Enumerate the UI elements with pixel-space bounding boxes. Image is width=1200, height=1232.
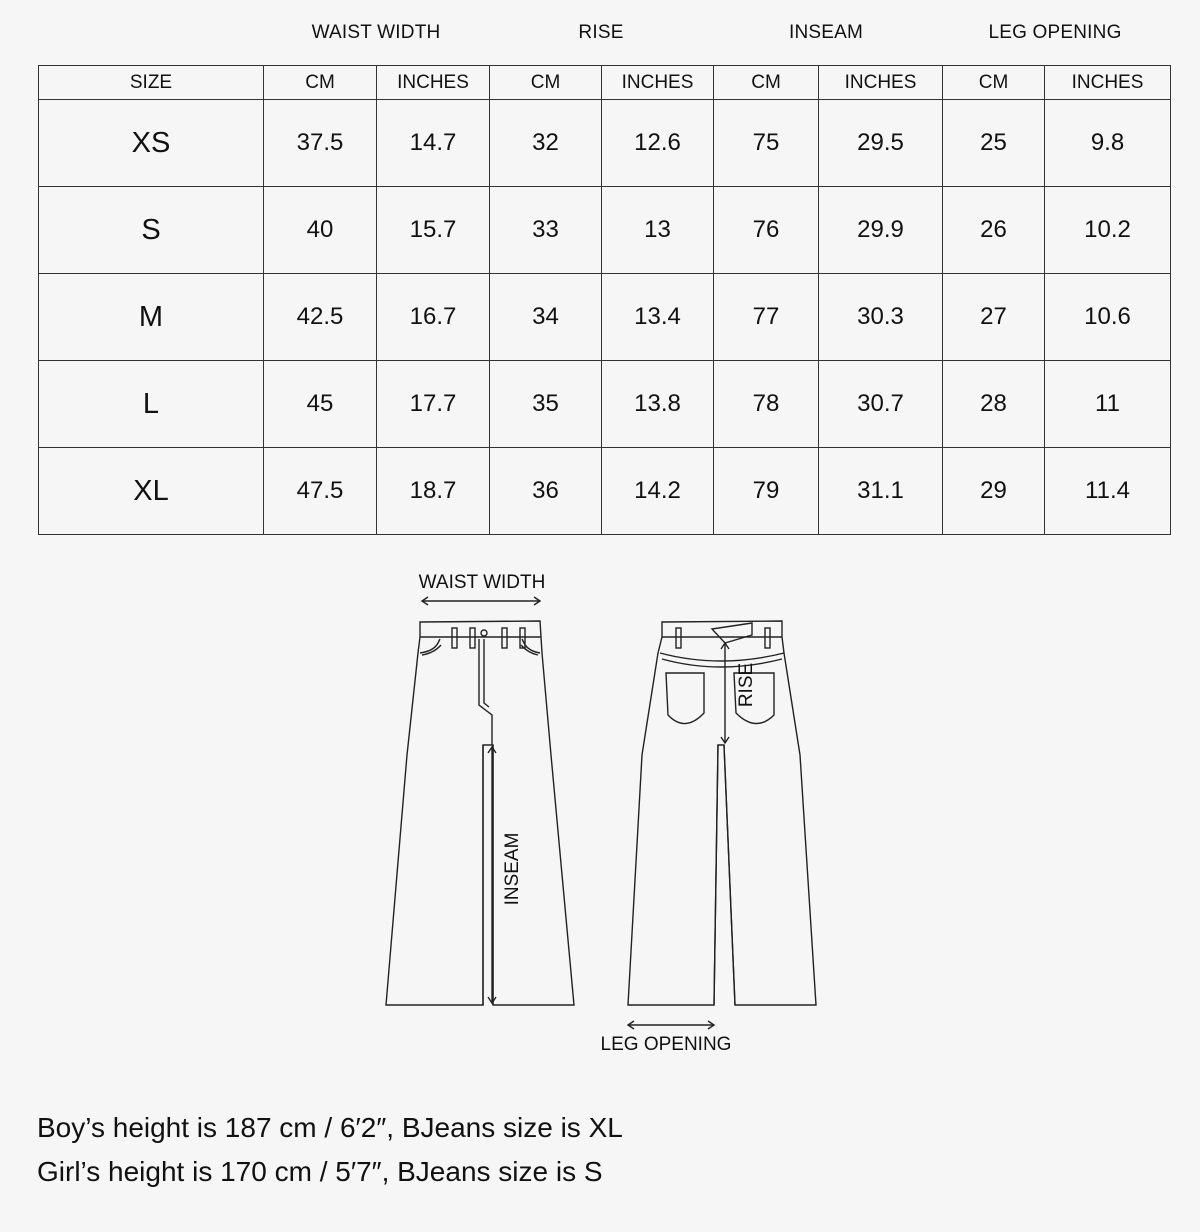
- size-cell: S: [39, 187, 264, 274]
- table-cell: 36: [490, 448, 602, 535]
- table-cell: 13: [602, 187, 714, 274]
- table-cell: 18.7: [377, 448, 490, 535]
- table-cell: 28: [943, 361, 1045, 448]
- front-jeans-icon: [386, 621, 574, 1005]
- size-cell: M: [39, 274, 264, 361]
- size-cell: XS: [39, 100, 264, 187]
- table-cell: 16.7: [377, 274, 490, 361]
- subheader-size: SIZE: [39, 66, 264, 100]
- table-cell: 9.8: [1045, 100, 1171, 187]
- subheader-cm: CM: [943, 66, 1045, 100]
- table-cell: 31.1: [819, 448, 943, 535]
- table-cell: 10.6: [1045, 274, 1171, 361]
- table-cell: 11.4: [1045, 448, 1171, 535]
- subheader-inches: INCHES: [1045, 66, 1171, 100]
- waist-arrow-icon: [422, 597, 540, 605]
- subheader-cm: CM: [490, 66, 602, 100]
- table-cell: 11: [1045, 361, 1171, 448]
- table-cell: 14.2: [602, 448, 714, 535]
- table-row: [39, 100, 1171, 187]
- table-cell: 79: [714, 448, 819, 535]
- subheader-cm: CM: [714, 66, 819, 100]
- table-cell: 76: [714, 187, 819, 274]
- size-cell: L: [39, 361, 264, 448]
- table-cell: 17.7: [377, 361, 490, 448]
- table-cell: 47.5: [264, 448, 377, 535]
- table-cell: 77: [714, 274, 819, 361]
- subheader-inches: INCHES: [602, 66, 714, 100]
- table-cell: 37.5: [264, 100, 377, 187]
- table-cell: 30.7: [819, 361, 943, 448]
- table-cell: 14.7: [377, 100, 490, 187]
- group-header-inseam: INSEAM: [788, 22, 864, 43]
- table-cell: 12.6: [602, 100, 714, 187]
- subheader-inches: INCHES: [377, 66, 490, 100]
- back-jeans-icon: [628, 621, 816, 1005]
- table-cell: 25: [943, 100, 1045, 187]
- table-row: [39, 361, 1171, 448]
- rise-label: RISE: [736, 662, 757, 708]
- table-cell: 34: [490, 274, 602, 361]
- size-cell: XL: [39, 448, 264, 535]
- table-cell: 35: [490, 361, 602, 448]
- table-cell: 42.5: [264, 274, 377, 361]
- table-cell: 27: [943, 274, 1045, 361]
- leg-opening-arrow-icon: [628, 1021, 714, 1029]
- leg-opening-label: LEG OPENING: [600, 1034, 732, 1055]
- table-cell: 29.5: [819, 100, 943, 187]
- table-cell: 40: [264, 187, 377, 274]
- table-cell: 13.8: [602, 361, 714, 448]
- jeans-measurement-diagram: [380, 565, 820, 1065]
- subheader-inches: INCHES: [819, 66, 943, 100]
- table-cell: 15.7: [377, 187, 490, 274]
- table-cell: 29.9: [819, 187, 943, 274]
- subheader-cm: CM: [264, 66, 377, 100]
- table-cell: 32: [490, 100, 602, 187]
- table-row: [39, 448, 1171, 535]
- inseam-label: INSEAM: [502, 832, 523, 906]
- size-chart-table: [38, 65, 1171, 535]
- table-cell: 29: [943, 448, 1045, 535]
- waist-width-label: WAIST WIDTH: [418, 572, 546, 593]
- group-header-rise: RISE: [578, 22, 624, 43]
- table-cell: 13.4: [602, 274, 714, 361]
- group-header-waist: WAIST WIDTH: [311, 22, 441, 43]
- table-cell: 30.3: [819, 274, 943, 361]
- boy-size-note: Boy’s height is 187 cm / 6′2″, BJeans size is XL: [37, 1112, 623, 1143]
- table-cell: 75: [714, 100, 819, 187]
- table-cell: 26: [943, 187, 1045, 274]
- table-cell: 78: [714, 361, 819, 448]
- table-cell: 10.2: [1045, 187, 1171, 274]
- girl-size-note: Girl’s height is 170 cm / 5′7″, BJeans size is S: [37, 1156, 603, 1187]
- table-row: [39, 187, 1171, 274]
- table-cell: 45: [264, 361, 377, 448]
- group-header-leg-opening: LEG OPENING: [988, 22, 1122, 43]
- subheader-row: [39, 66, 1171, 100]
- table-cell: 33: [490, 187, 602, 274]
- table-row: [39, 274, 1171, 361]
